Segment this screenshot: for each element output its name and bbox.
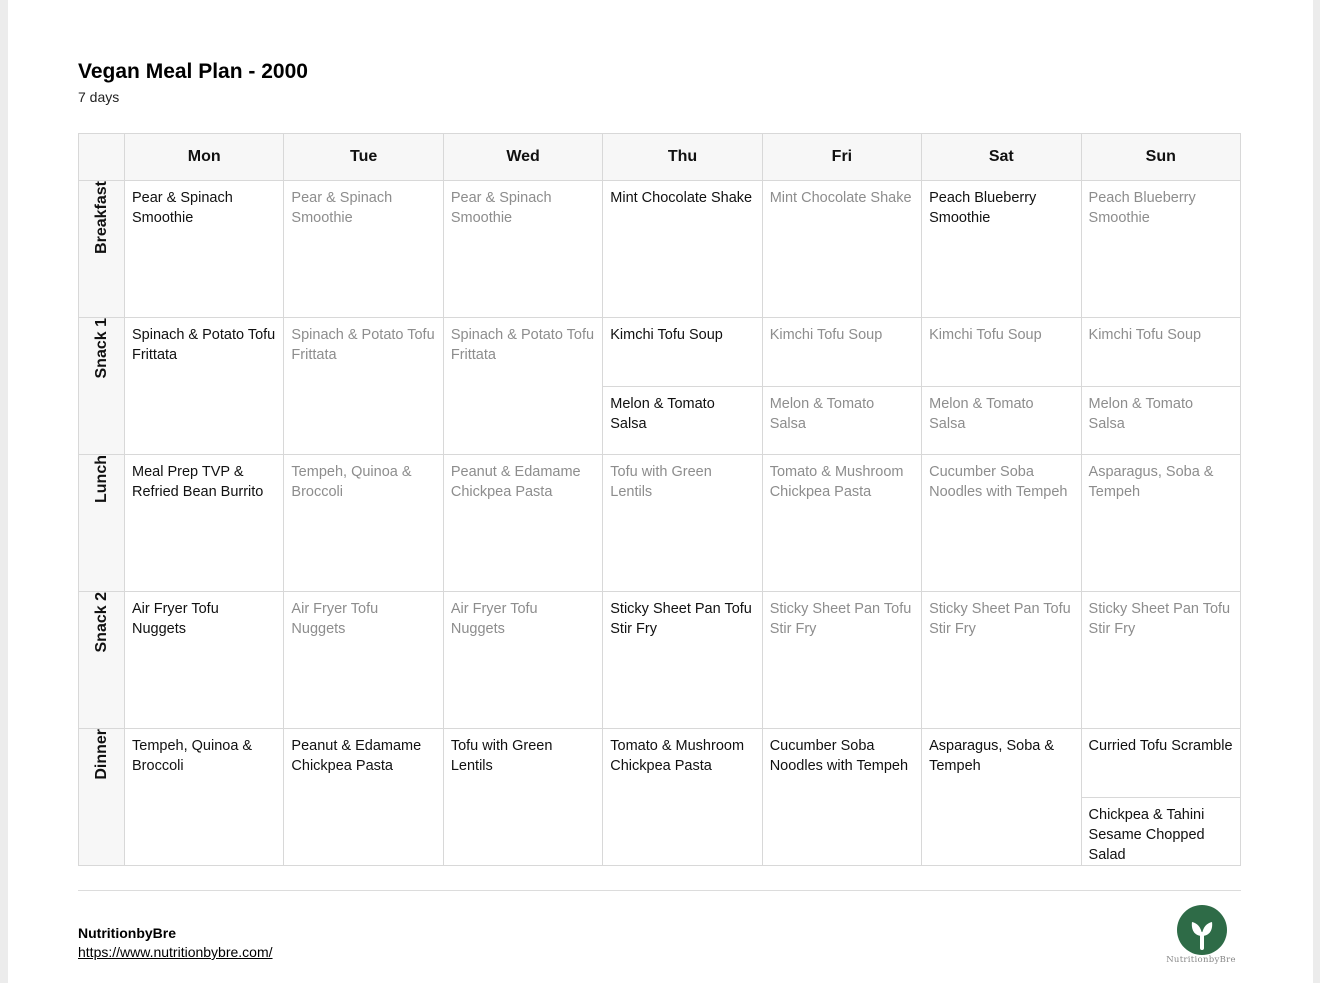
corner-cell	[79, 134, 125, 181]
meal-cell	[762, 181, 921, 318]
meal-label: Snack 1	[92, 318, 110, 379]
recipe-name[interactable]: Spinach & Potato Tofu Frittata	[450, 327, 595, 363]
recipe-name[interactable]: Melon & Tomato Salsa	[603, 386, 761, 454]
recipe-name[interactable]: Kimchi Tofu Soup	[610, 327, 723, 343]
recipe-name[interactable]: Air Fryer Tofu Nuggets	[291, 601, 379, 637]
recipe-name[interactable]: Pear & Spinach Smoothie	[450, 190, 552, 226]
meal-row-breakfast	[79, 181, 1241, 318]
recipe-name[interactable]: Pear & Spinach Smoothie	[291, 190, 393, 226]
meal-cell	[922, 592, 1081, 729]
meal-row-snack-1	[79, 318, 1241, 455]
recipe-name[interactable]: Peach Blueberry Smoothie	[1088, 190, 1196, 226]
recipe-name[interactable]: Kimchi Tofu Soup	[1088, 327, 1202, 343]
meal-label: Lunch	[92, 455, 110, 503]
meal-cell	[284, 729, 443, 866]
meal-cell	[603, 592, 762, 729]
day-header-fri: Fri	[762, 134, 921, 181]
recipe-name[interactable]: Sticky Sheet Pan Tofu Stir Fry	[929, 601, 1071, 637]
day-header-row	[79, 134, 1241, 181]
recipe-name[interactable]: Tofu with Green Lentils	[450, 738, 553, 774]
meal-cell	[603, 455, 762, 592]
recipe-name[interactable]: Tomato & Mushroom Chickpea Pasta	[769, 464, 904, 500]
meal-label: Breakfast	[92, 181, 110, 254]
meal-cell	[762, 455, 921, 592]
recipe-name[interactable]: Peach Blueberry Smoothie	[929, 190, 1037, 226]
day-header-tue: Tue	[284, 134, 443, 181]
recipe-name[interactable]: Peanut & Edamame Chickpea Pasta	[291, 738, 422, 774]
recipe-name[interactable]: Mint Chocolate Shake	[769, 190, 912, 206]
footer-brand: NutritionbyBre	[78, 925, 176, 941]
recipe-name[interactable]: Tomato & Mushroom Chickpea Pasta	[610, 738, 745, 774]
recipe-name[interactable]: Sticky Sheet Pan Tofu Stir Fry	[1088, 601, 1231, 637]
meal-cell	[603, 318, 762, 455]
meal-row-snack-2	[79, 592, 1241, 729]
recipe-name[interactable]: Melon & Tomato Salsa	[922, 386, 1080, 454]
recipe-name[interactable]: Kimchi Tofu Soup	[929, 327, 1042, 343]
recipe-name[interactable]: Kimchi Tofu Soup	[769, 327, 883, 343]
recipe-name[interactable]: Curried Tofu Scramble	[1088, 738, 1233, 754]
recipe-name[interactable]: Asparagus, Soba & Tempeh	[929, 738, 1055, 774]
meal-plan-page	[8, 0, 1313, 983]
footer-divider	[78, 890, 1241, 891]
meal-label-cell	[79, 729, 125, 866]
meal-label-cell	[79, 181, 125, 318]
recipe-name[interactable]: Tofu with Green Lentils	[610, 464, 712, 500]
recipe-name[interactable]: Melon & Tomato Salsa	[1082, 386, 1240, 454]
meal-label-cell	[79, 318, 125, 455]
meal-label-cell	[79, 592, 125, 729]
meal-cell	[284, 592, 443, 729]
meal-label: Snack 2	[92, 592, 110, 653]
recipe-name[interactable]: Cucumber Soba Noodles with Tempeh	[769, 738, 909, 774]
meal-cell	[284, 181, 443, 318]
recipe-name[interactable]: Peanut & Edamame Chickpea Pasta	[450, 464, 581, 500]
meal-cell	[922, 181, 1081, 318]
footer-website-link[interactable]: https://www.nutritionbybre.com/	[78, 944, 273, 960]
day-header-wed: Wed	[443, 134, 602, 181]
meal-cell	[922, 318, 1081, 455]
meal-cell	[125, 729, 284, 866]
recipe-name[interactable]: Sticky Sheet Pan Tofu Stir Fry	[610, 601, 752, 637]
meal-cell	[603, 729, 762, 866]
meal-row-lunch	[79, 455, 1241, 592]
recipe-name[interactable]: Spinach & Potato Tofu Frittata	[132, 327, 276, 363]
recipe-name[interactable]: Air Fryer Tofu Nuggets	[450, 601, 538, 637]
meal-cell	[443, 181, 602, 318]
meal-cell	[125, 455, 284, 592]
recipe-name[interactable]: Cucumber Soba Noodles with Tempeh	[929, 464, 1068, 500]
meal-label: Dinner	[92, 729, 110, 780]
meal-label-cell	[79, 455, 125, 592]
day-header-sun: Sun	[1081, 134, 1240, 181]
recipe-name[interactable]: Pear & Spinach Smoothie	[132, 190, 233, 226]
meal-cell	[762, 318, 921, 455]
page-subtitle: 7 days	[78, 89, 120, 105]
recipe-name[interactable]: Mint Chocolate Shake	[610, 190, 753, 206]
meal-cell	[443, 729, 602, 866]
meal-cell	[125, 592, 284, 729]
recipe-name[interactable]: Tempeh, Quinoa & Broccoli	[132, 738, 253, 774]
meal-cell	[922, 455, 1081, 592]
meal-cell	[762, 729, 921, 866]
recipe-name[interactable]: Melon & Tomato Salsa	[763, 386, 921, 454]
meal-cell	[1081, 455, 1240, 592]
day-header-mon: Mon	[125, 134, 284, 181]
recipe-name[interactable]: Air Fryer Tofu Nuggets	[132, 601, 219, 637]
recipe-name[interactable]: Asparagus, Soba & Tempeh	[1088, 464, 1214, 500]
meal-cell	[284, 318, 443, 455]
meal-row-dinner	[79, 729, 1241, 866]
recipe-name[interactable]: Meal Prep TVP & Refried Bean Burrito	[132, 464, 264, 500]
recipe-name[interactable]: Sticky Sheet Pan Tofu Stir Fry	[769, 601, 912, 637]
meal-cell	[922, 729, 1081, 866]
day-header-sat: Sat	[922, 134, 1081, 181]
recipe-name[interactable]: Tempeh, Quinoa & Broccoli	[291, 464, 412, 500]
meal-cell	[1081, 318, 1240, 455]
meal-cell	[1081, 181, 1240, 318]
meal-cell	[443, 318, 602, 455]
recipe-name[interactable]: Chickpea & Tahini Sesame Chopped Salad	[1082, 797, 1240, 865]
meal-plan-table	[78, 133, 1241, 866]
meal-cell	[284, 455, 443, 592]
logo-wordmark: NutritionbyBre	[1166, 955, 1236, 965]
meal-cell	[443, 592, 602, 729]
meal-cell	[125, 181, 284, 318]
recipe-name[interactable]: Spinach & Potato Tofu Frittata	[291, 327, 435, 363]
meal-cell	[1081, 592, 1240, 729]
meal-cell	[1081, 729, 1240, 866]
meal-cell	[125, 318, 284, 455]
day-header-thu: Thu	[603, 134, 762, 181]
page-title: Vegan Meal Plan - 2000	[78, 60, 308, 83]
meal-cell	[603, 181, 762, 318]
meal-cell	[762, 592, 921, 729]
meal-cell	[443, 455, 602, 592]
